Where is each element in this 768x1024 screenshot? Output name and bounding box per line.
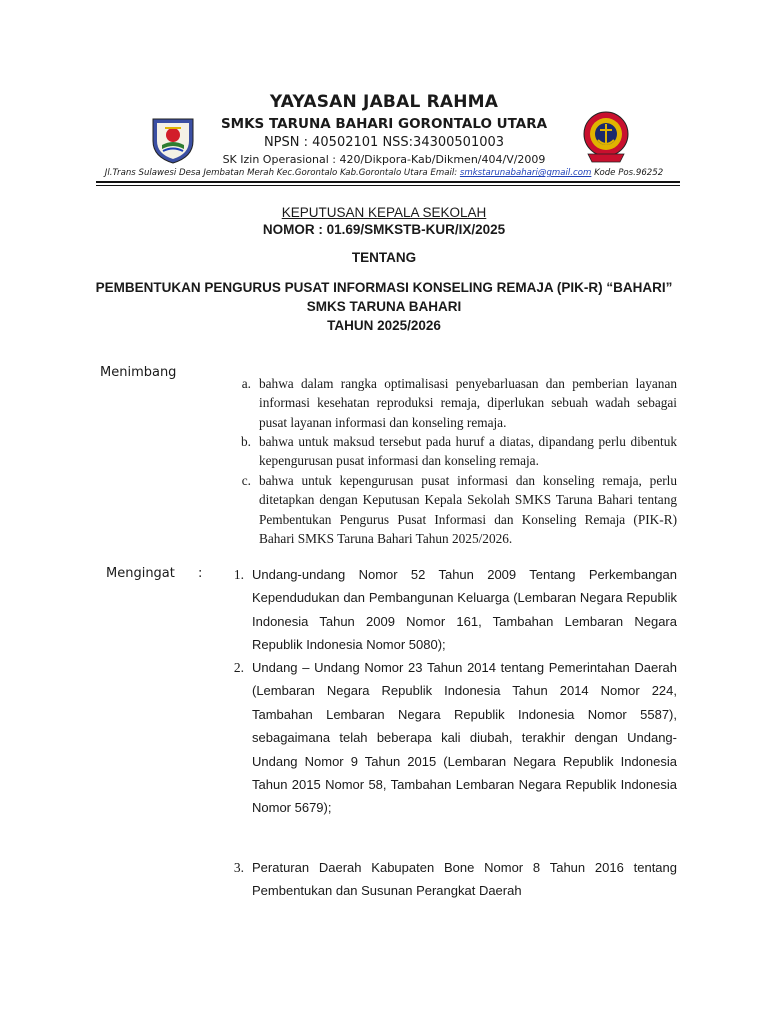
item-text: Peraturan Daerah Kabupaten Bone Nomor 8 Tahun 2016 tentang Pembentukan dan Susunan Perangkat Daerah — [252, 860, 677, 899]
decree-subject-line-2: SMKS TARUNA BAHARI — [306, 299, 462, 314]
item-text: Undang – Undang Nomor 23 Tahun 2014 tentang Pemerintahan Daerah (Lembaran Negara Republik Indonesia Tahun 2014 Nomor 224, Tambahan Lembaran Negara Republik Indonesia Nomor 5587), sebagaimana telah beberapa kali diubah, terakhir dengan Undang-Undang Nomor 9 Tahun 2015 (Lembaran Negara Republik Indonesia Tahun 2015 Nomor 58, Tambahan Lembaran Negara Republik Indonesia Nomor 5679); — [252, 660, 677, 816]
item-marker: 2. — [233, 660, 244, 675]
item-text: bahwa untuk kepengurusan pusat informasi dan konseling remaja, perlu ditetapkan dengan Keputusan Kepala Sekolah SMKS Taruna Bahari tentang Pembentukan Pengurus Pusat Informasi dan Konseling Remaja (PIK-R) Bahari SMKS Taruna Bahari Tahun 2025/2026. — [259, 473, 677, 547]
mengingat-item — [233, 856, 677, 903]
menimbang-item — [241, 374, 677, 432]
decree-number: NOMOR : 01.69/SMKSTB-KUR/IX/2025 — [262, 222, 506, 237]
email-link[interactable]: smkstarunabahari@gmail.com — [459, 168, 592, 178]
school-name: SMKS TARUNA BAHARI GORONTALO UTARA — [220, 116, 548, 132]
mengingat-label: Mengingat — [106, 566, 175, 581]
item-text: bahwa dalam rangka optimalisasi penyebarluasan dan pemberian layanan informasi kesehatan reproduksi remaja, diperlukan sebuah wadah sebagai pusat layanan informasi dan konseling remaja. — [259, 376, 677, 430]
decree-subject-line-1: PEMBENTUKAN PENGURUS PUSAT INFORMASI KONSELING REMAJA (PIK-R) “BAHARI” — [95, 280, 673, 295]
item-marker: 3. — [233, 860, 244, 875]
menimbang-label: Menimbang — [100, 365, 177, 380]
decree-about-label: TENTANG — [351, 250, 417, 265]
item-text: Undang-undang Nomor 52 Tahun 2009 Tentang Perkembangan Kependudukan dan Pembangunan Keluarga (Lembaran Negara Republik Indonesia Tahun 2009 Nomor 161, Tambahan Lembaran Negara Republik Indonesia Nomor 5080); — [252, 567, 677, 653]
letterhead-rule-thick — [96, 181, 680, 183]
operational-permit: SK Izin Operasional : 420/Dikpora-Kab/Dikmen/404/V/2009 — [222, 153, 546, 166]
item-marker: c. — [241, 473, 251, 488]
decree-title: KEPUTUSAN KEPALA SEKOLAH — [281, 205, 487, 220]
menimbang-item — [241, 471, 677, 549]
mengingat-colon: : — [198, 566, 203, 581]
foundation-name: YAYASAN JABAL RAHMA — [269, 92, 499, 112]
mengingat-item — [233, 656, 677, 820]
item-marker: 1. — [233, 567, 244, 582]
school-address — [0, 168, 768, 178]
postal-code: Kode Pos.96252 — [591, 168, 664, 178]
address-text: Jl.Trans Sulawesi Desa Jembatan Merah Kec.Gorontalo Kab.Gorontalo Utara Email: — [104, 168, 460, 178]
decree-subject-line-3: TAHUN 2025/2026 — [327, 318, 441, 333]
mengingat-item — [233, 563, 677, 657]
item-marker: a. — [241, 376, 251, 391]
item-text: bahwa untuk maksud tersebut pada huruf a diatas, dipandang perlu dibentuk kepengurusan pusat informasi dan konseling remaja. — [259, 434, 677, 469]
school-registration-numbers: NPSN : 40502101 NSS:34300501003 — [263, 135, 505, 150]
menimbang-item — [241, 432, 677, 471]
item-marker: b. — [241, 434, 251, 449]
letterhead-rule-thin — [96, 185, 680, 186]
